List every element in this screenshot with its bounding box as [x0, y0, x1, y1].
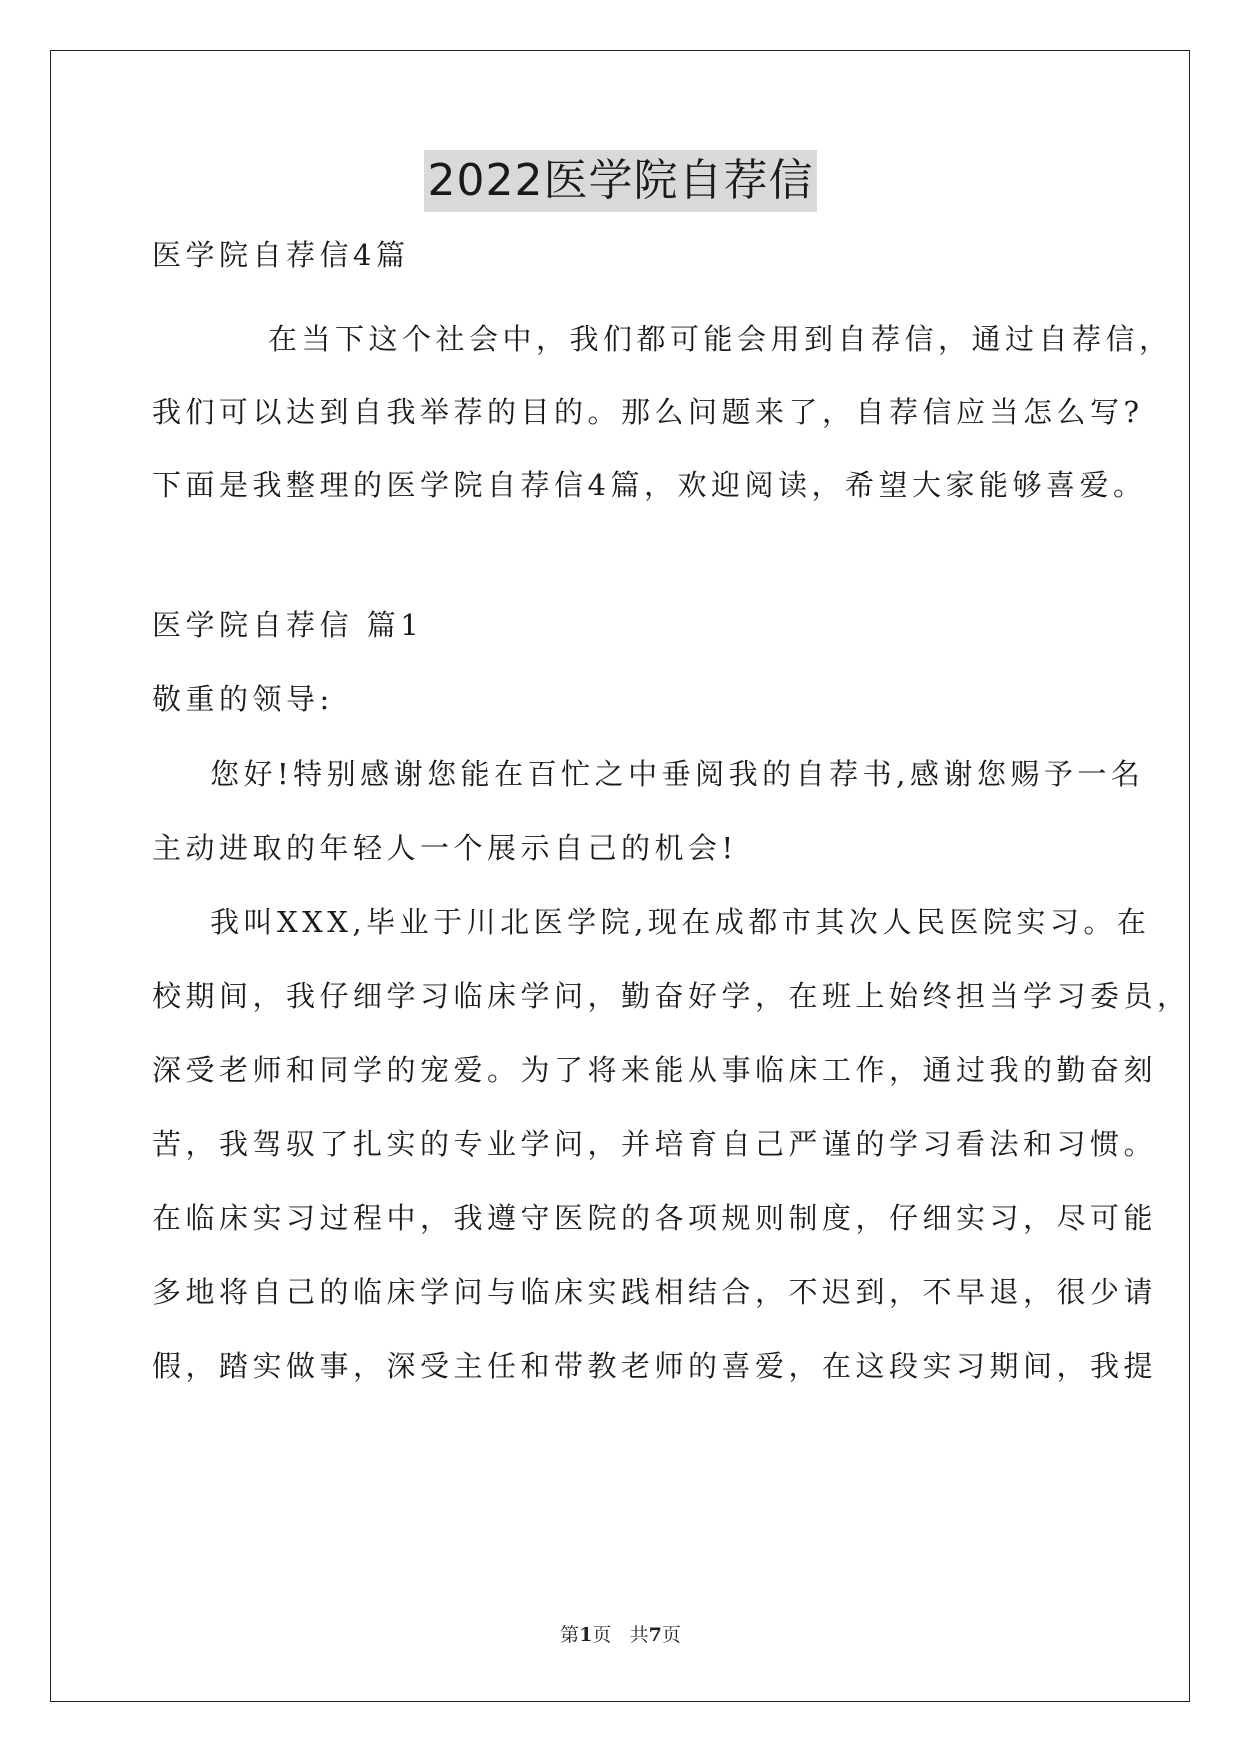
total-page-count: 7 — [648, 1624, 662, 1646]
paragraph-line: 主动进取的年轻人一个展示自己的机会! — [152, 831, 738, 865]
salutation: 敬重的领导: — [152, 682, 334, 716]
paragraph-line: 您好!特别感谢您能在百忙之中垂阅我的自荐书,感谢您赐予一名 — [210, 757, 1145, 791]
paragraph-line: 校期间，我仔细学习临床学问，勤奋好学，在班上始终担当学习委员， — [152, 979, 1191, 1013]
paragraph-line: 我叫XXX,毕业于川北医学院,现在成都市其次人民医院实习。在 — [210, 905, 1151, 939]
section-heading: 医学院自荐信4篇 — [152, 238, 410, 272]
page-border — [50, 50, 1190, 1702]
document-title: 2022医学院自荐信 — [424, 150, 818, 212]
footer-total-prefix: 共 — [629, 1624, 649, 1646]
title-container — [0, 150, 1241, 212]
paragraph-line: 我们可以达到自我举荐的目的。那么问题来了，自荐信应当怎么写? — [152, 395, 1144, 429]
paragraph-line: 在当下这个社会中，我们都可能会用到自荐信，通过自荐信， — [268, 322, 1173, 356]
section-heading: 医学院自荐信 篇1 — [152, 608, 424, 642]
page-footer — [0, 1622, 1241, 1648]
paragraph-line: 下面是我整理的医学院自荐信4篇，欢迎阅读，希望大家能够喜爱。 — [152, 468, 1147, 502]
paragraph-line: 苦，我驾驭了扎实的专业学问，并培育自己严谨的学习看法和习惯。 — [152, 1127, 1158, 1161]
footer-prefix: 第 — [560, 1624, 580, 1646]
footer-total-suffix: 页 — [661, 1624, 681, 1646]
current-page-number: 1 — [579, 1624, 593, 1646]
footer-page-suffix: 页 — [592, 1624, 612, 1646]
paragraph-line: 假，踏实做事，深受主任和带教老师的喜爱，在这段实习期间，我提 — [152, 1349, 1158, 1383]
paragraph-line: 深受老师和同学的宠爱。为了将来能从事临床工作，通过我的勤奋刻 — [152, 1053, 1158, 1087]
paragraph-line: 多地将自己的临床学问与临床实践相结合，不迟到，不早退，很少请 — [152, 1275, 1158, 1309]
paragraph-line: 在临床实习过程中，我遵守医院的各项规则制度，仔细实习，尽可能 — [152, 1201, 1158, 1235]
